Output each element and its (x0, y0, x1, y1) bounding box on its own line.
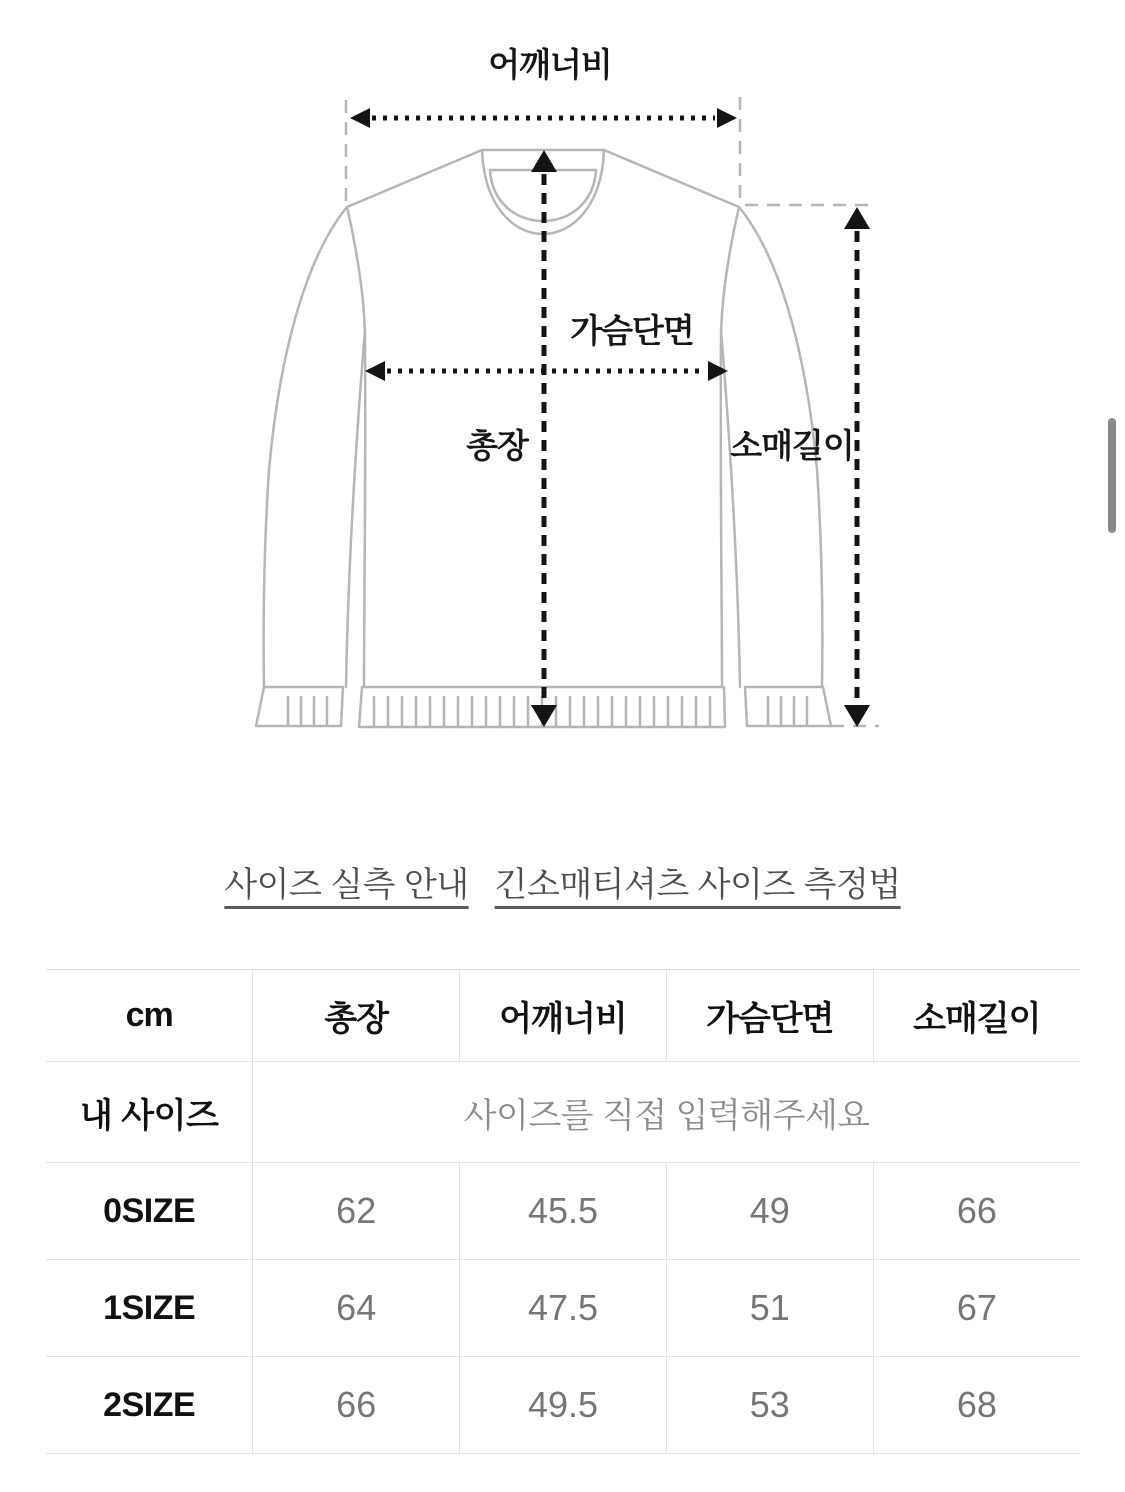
cell-shoulder-width: 45.5 (460, 1163, 667, 1260)
my-size-input-placeholder[interactable]: 사이즈를 직접 입력해주세요 (253, 1062, 1080, 1163)
cell-sleeve-length: 66 (873, 1163, 1080, 1260)
left-cuff (256, 687, 343, 726)
size-row-2size (46, 1357, 1080, 1454)
my-size-label: 내 사이즈 (46, 1062, 253, 1163)
size-measure-guide-link[interactable]: 사이즈 실측 안내 (224, 865, 469, 904)
guide-lines (346, 97, 879, 726)
cell-chest-width: 51 (666, 1260, 873, 1357)
cell-total-length: 62 (253, 1163, 460, 1260)
col-header-shoulder: 어깨너비 (460, 970, 667, 1062)
cell-total-length: 64 (253, 1260, 460, 1357)
right-sleeve-inner (721, 330, 740, 687)
diagram-label-shoulder-width: 어깨너비 (488, 46, 612, 83)
scrollbar-thumb[interactable] (1108, 418, 1116, 533)
cell-chest-width: 53 (666, 1357, 873, 1454)
col-header-total-length: 총장 (253, 970, 460, 1062)
cell-shoulder-width: 49.5 (460, 1357, 667, 1454)
tshirt-measure-method-link[interactable]: 긴소매티셔츠 사이즈 측정법 (494, 865, 901, 904)
size-table (46, 969, 1080, 1454)
diagram-label-total-length: 총장 (466, 427, 528, 464)
cell-shoulder-width: 47.5 (460, 1260, 667, 1357)
diagram-label-sleeve-length: 소매길이 (730, 427, 854, 464)
size-row-label: 0SIZE (46, 1163, 253, 1260)
left-cuff-ribs (288, 697, 327, 726)
cell-sleeve-length: 67 (873, 1260, 1080, 1357)
left-sleeve-inner (346, 330, 365, 687)
size-row-label: 1SIZE (46, 1260, 253, 1357)
sleeve-length-arrow (844, 207, 870, 727)
my-size-row (46, 1062, 1080, 1163)
cell-chest-width: 49 (666, 1163, 873, 1260)
size-row-label: 2SIZE (46, 1357, 253, 1454)
shoulder-width-arrow (350, 108, 737, 128)
col-header-sleeve: 소매길이 (873, 970, 1080, 1062)
size-row-1size (46, 1260, 1080, 1357)
unit-header-cell: cm (46, 970, 253, 1062)
right-cuff-ribs (768, 697, 807, 726)
right-cuff (745, 687, 831, 726)
diagram-label-chest-width: 가슴단면 (570, 312, 694, 349)
col-header-chest: 가슴단면 (666, 970, 873, 1062)
cell-sleeve-length: 68 (873, 1357, 1080, 1454)
guide-links-row (0, 853, 1125, 909)
left-sleeve-outer (264, 207, 347, 687)
size-row-0size (46, 1163, 1080, 1260)
size-table-header-row (46, 970, 1080, 1062)
cell-total-length: 66 (253, 1357, 460, 1454)
